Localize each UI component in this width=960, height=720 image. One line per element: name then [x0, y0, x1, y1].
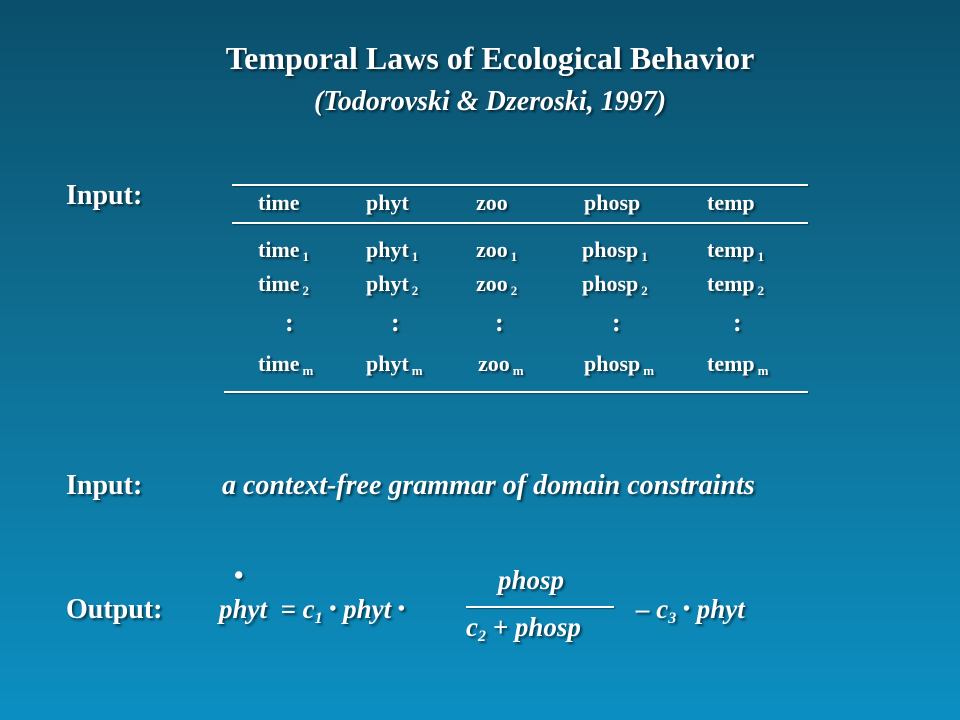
header-temp: temp [707, 190, 755, 215]
page-subtitle: (Todorovski & Dzeroski, 1997) [313, 86, 667, 117]
header-phyt: phyt [366, 190, 409, 215]
fraction-denominator: $c_2$ + phosp [466, 612, 581, 645]
rowm-zoo: zoo $_m$ [478, 351, 524, 378]
grammar-description: a context-free grammar of domain constraints [222, 470, 755, 501]
output-label: Output: [66, 594, 163, 625]
row2-temp: temp $_2$ [707, 271, 765, 298]
header-phosp: phosp [584, 190, 641, 215]
equation-decay-term: – $c_3$ • phyt [636, 594, 745, 627]
page-title: Temporal Laws of Ecological Behavior [225, 40, 755, 76]
ellipsis-temp: : [733, 308, 742, 337]
row1-phosp: phosp $_1$ [582, 237, 648, 264]
fraction-bar [466, 606, 614, 608]
ellipsis-zoo: : [495, 308, 504, 337]
header-time: time [258, 190, 300, 215]
row1-temp: temp $_1$ [707, 237, 765, 264]
row2-zoo: zoo $_2$ [476, 271, 518, 298]
ellipsis-phosp: : [612, 308, 621, 337]
rowm-phyt: phyt $_m$ [366, 351, 423, 378]
table-bottom-rule [224, 391, 808, 393]
input-label-grammar: Input: [66, 470, 143, 501]
table-top-rule [232, 184, 808, 186]
ellipsis-time: : [285, 308, 294, 337]
row2-phosp: phosp $_2$ [582, 271, 648, 298]
table-header-rule [232, 222, 808, 224]
rowm-phosp: phosp $_m$ [584, 351, 655, 378]
input-label-data: Input: [66, 180, 143, 211]
equation-lhs: phyt = $c_1$ • phyt • [219, 594, 405, 627]
rowm-temp: temp $_m$ [707, 351, 769, 378]
row1-zoo: zoo $_1$ [476, 237, 518, 264]
row2-time: time $_2$ [258, 271, 310, 298]
row1-time: time $_1$ [258, 237, 310, 264]
rowm-time: time $_m$ [258, 351, 314, 378]
row2-phyt: phyt $_2$ [366, 271, 419, 298]
fraction-numerator: phosp [498, 565, 565, 595]
header-zoo: zoo [476, 190, 508, 215]
derivative-dot: • [234, 560, 244, 590]
row1-phyt: phyt $_1$ [366, 237, 419, 264]
ellipsis-phyt: : [391, 308, 400, 337]
